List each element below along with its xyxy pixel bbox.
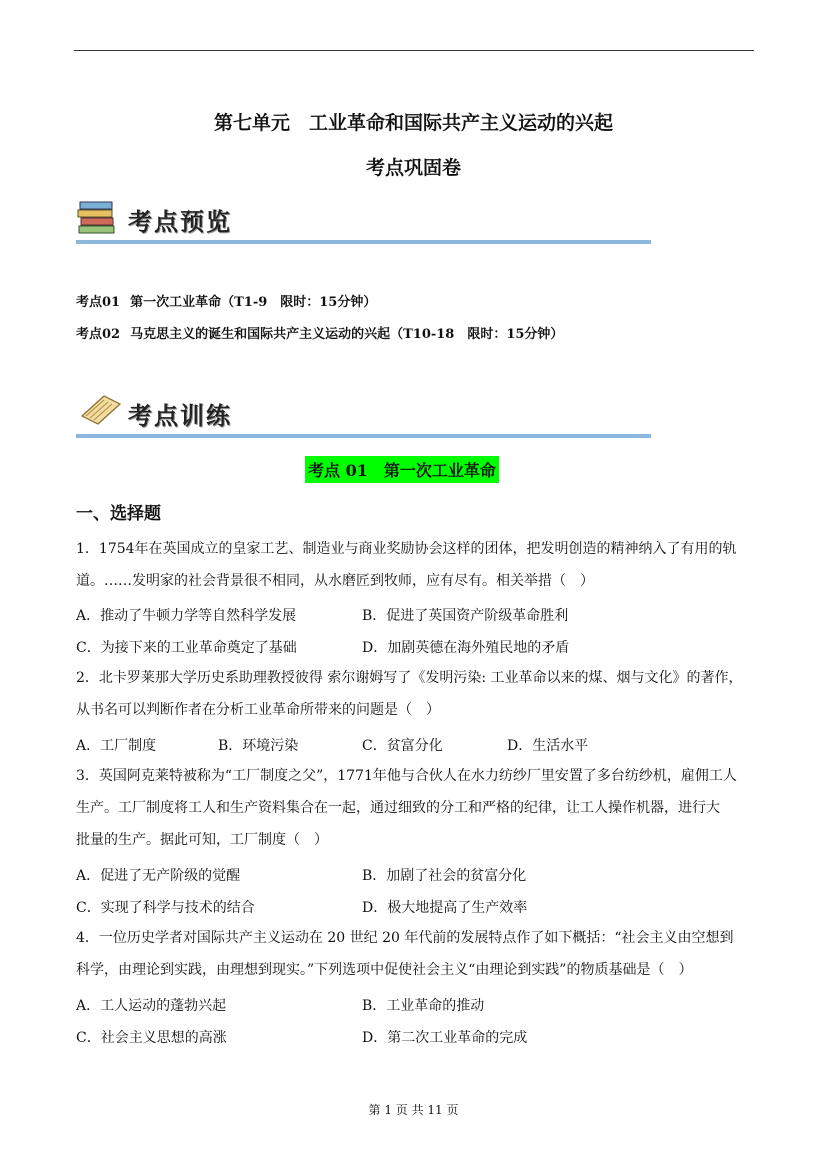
question-text: 4．一位历史学者对国际共产主义运动在 20 世纪 20 年代前的发展特点作了如下概括：“社会主义由空想到 [76, 930, 734, 946]
section-heading: 一、选择题 [76, 504, 161, 524]
training-banner-label: 考点训练 [128, 402, 232, 430]
question-2 [76, 662, 756, 726]
option-d: D．第二次工业革命的完成 [362, 1030, 528, 1046]
preview-item-code: 考点01 [76, 295, 121, 310]
option-c: C．实现了科学与技术的结合 [76, 900, 255, 916]
preview-item-text: 马克思主义的诞生和国际共产主义运动的兴起（T10-18 限时：15分钟） [130, 327, 564, 342]
option-b: B．工业革命的推动 [362, 998, 485, 1014]
preview-banner-bar [76, 240, 651, 244]
header-rule [74, 50, 754, 51]
page-title: 第七单元 工业革命和国际共产主义运动的兴起 [213, 112, 613, 134]
question-text: 道。……发明家的社会背景很不相同，从水磨匠到牧师，应有尽有。相关举措（ ） [76, 573, 594, 589]
option-a: A．工人运动的蓬勃兴起 [76, 998, 227, 1014]
question-text: 1．1754年在英国成立的皇家工艺、制造业与商业奖励协会这样的团体，把发明创造的精神纳入了有用的轨 [76, 541, 737, 557]
question-3 [76, 760, 756, 856]
preview-banner [76, 196, 651, 244]
option-d: D．加剧英德在海外殖民地的矛盾 [362, 640, 570, 656]
option-d: D．生活水平 [507, 738, 589, 754]
training-banner-bar [76, 434, 651, 438]
question-text: 生产。工厂制度将工人和生产资料集合在一起，通过细致的分工和严格的纪律，让工人操作机器，进行大 [76, 800, 720, 816]
section-highlight: 考点 01 第一次工业革命 [305, 456, 499, 483]
option-a: A．推动了牛顿力学等自然科学发展 [76, 608, 297, 624]
preview-item-1 [76, 291, 386, 310]
page-footer: 第 1 页 共 11 页 [368, 1103, 459, 1117]
option-c: C．贫富分化 [362, 738, 443, 754]
question-4 [76, 922, 756, 986]
option-b: B．促进了英国资产阶级革命胜利 [362, 608, 569, 624]
preview-banner-label: 考点预览 [128, 208, 232, 236]
scroll-icon [76, 390, 126, 430]
option-a: A．促进了无产阶级的觉醒 [76, 868, 241, 884]
question-text: 科学，由理论到实践，由理想到现实。”下列选项中促使社会主义“由理论到实践”的物质基础是（ ） [76, 962, 693, 978]
training-banner [76, 390, 651, 438]
option-c: C．为接下来的工业革命奠定了基础 [76, 640, 297, 656]
question-text: 从书名可以判断作者在分析工业革命所带来的问题是（ ） [76, 702, 440, 718]
option-b: B．环境污染 [218, 738, 299, 754]
books-icon [76, 196, 126, 236]
preview-item-code: 考点02 [76, 327, 121, 342]
page-subtitle: 考点巩固卷 [365, 157, 461, 179]
question-text: 批量的生产。据此可知，工厂制度（ ） [76, 832, 328, 848]
preview-item-2 [76, 323, 573, 342]
option-b: B．加剧了社会的贫富分化 [362, 868, 527, 884]
question-1 [76, 533, 756, 597]
preview-item-text: 第一次工业革命（T1-9 限时：15分钟） [130, 295, 377, 310]
question-text: 3．英国阿克莱特被称为“工厂制度之父”，1771年他与合伙人在水力纺纱厂里安置了多台纺纱机，雇佣工人 [76, 768, 737, 784]
option-a: A．工厂制度 [76, 738, 157, 754]
option-d: D．极大地提高了生产效率 [362, 900, 528, 916]
question-text: 2．北卡罗莱那大学历史系助理教授彼得 索尔谢姆写了《发明污染: 工业革命以来的煤、烟与文化》的著作， [76, 670, 743, 686]
option-c: C．社会主义思想的高涨 [76, 1030, 227, 1046]
